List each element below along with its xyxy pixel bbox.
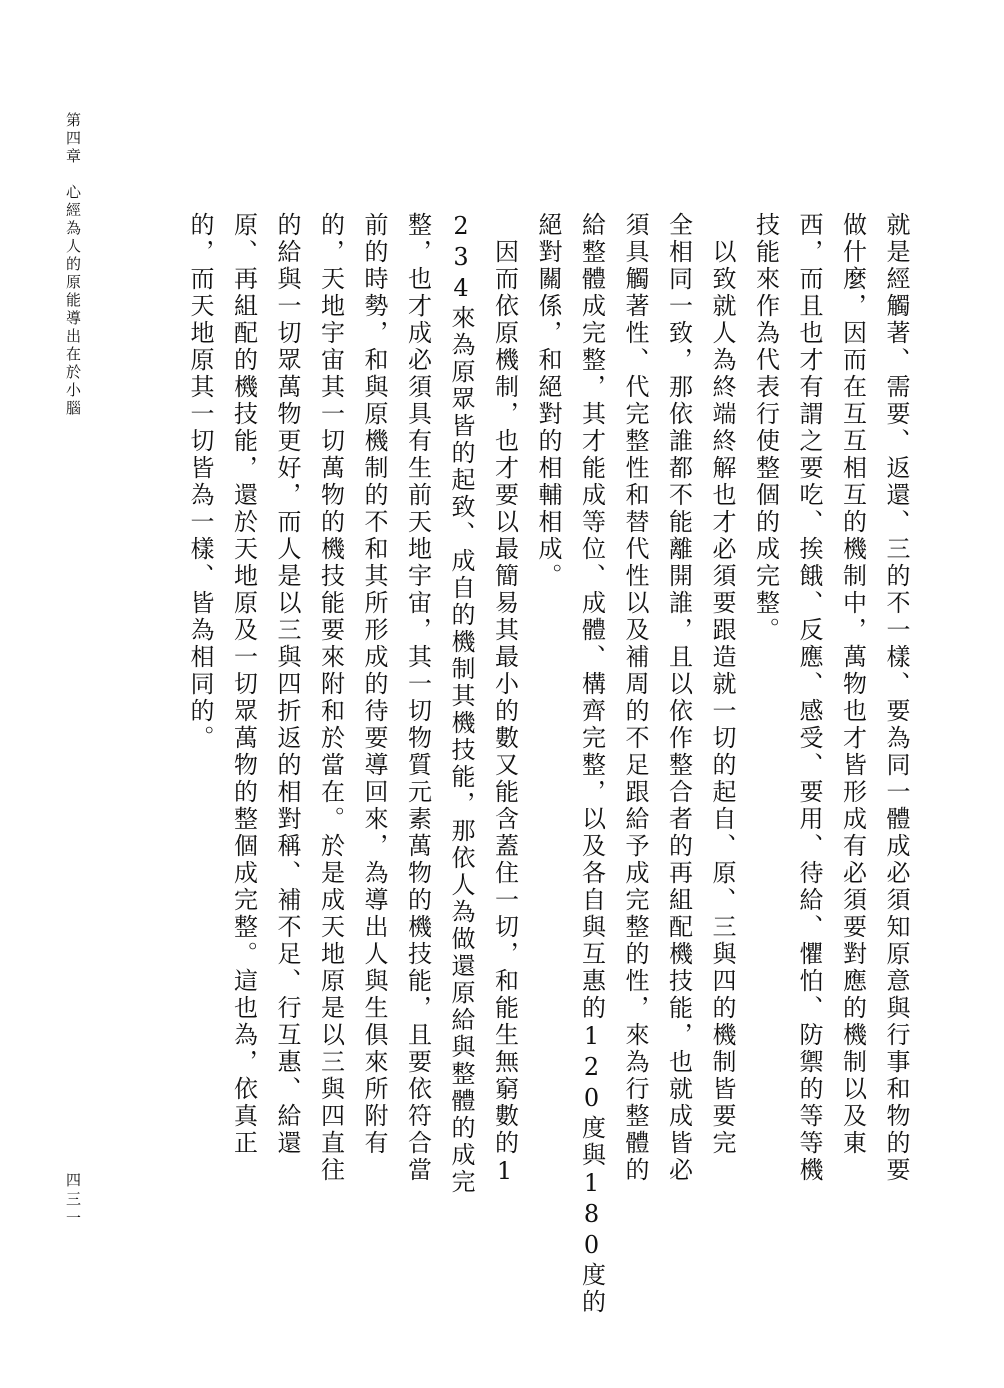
page-number: 四三一 xyxy=(64,1172,82,1229)
text-column: 給整體成完整，其才能成等位、成體、構齊完整，以及各自與互惠的120度與180度的 xyxy=(577,212,606,1316)
text-column: 以致就人為終端終解也才必須要跟造就一切的起自、原、三與四的機制皆要完 xyxy=(708,212,736,1157)
text-column: 就是經觸著、需要、返還、三的不一樣、要為同一體成必須知原意與行事和物的要 xyxy=(882,212,910,1184)
text-column: 全相同一致，那依誰都不能離開誰，且以依作整合者的再組配機技能，也就成皆必 xyxy=(664,212,693,1184)
chapter-label: 第四章 xyxy=(64,112,82,166)
text-column: 的，天地宇宙其一切萬物的機技能要來附和於當在。於是成天地原是以三與四直往 xyxy=(316,212,345,1184)
text-column: 須具觸著性、代完整性和替代性以及補周的不足跟給予成完整的性，來為行整體的 xyxy=(621,212,649,1184)
text-column: 絕對關係，和絕對的相輔相成。 xyxy=(534,212,562,590)
text-column: 前的時勢，和與原機制的不和其所形成的待要導回來，為導出人與生俱來所附有 xyxy=(360,212,388,1157)
text-column: 的，而天地原其一切皆為一樣、皆為相同的。 xyxy=(186,212,214,752)
text-column: 西，而且也才有謂之要吃、挨餓、反應、感受、要用、待給、懼怕、防禦的等等機 xyxy=(795,212,823,1184)
text-column: 整，也才成必須具有生前天地宇宙，其一切物質元素萬物的機技能，且要依符合當 xyxy=(403,212,432,1184)
text-column: 原、再組配的機技能，還於天地原及一切眾萬物的整個成完整。這也為，依真正 xyxy=(229,212,258,1157)
text-column: 技能來作為代表行使整個的成完整。 xyxy=(751,212,780,644)
chapter-title: 心經為人的原能導出在於小腦 xyxy=(64,184,82,418)
margin-header xyxy=(62,112,84,418)
text-column: 的給與一切眾萬物更好，而人是以三與四折返的相對稱、補不足、行互惠、給還 xyxy=(273,212,301,1157)
text-column: 234來為原眾皆的起致、成自的機制其機技能，那依人為做還原給與整體的成完 xyxy=(447,212,475,1196)
body-text xyxy=(179,212,919,1316)
text-column: 因而依原機制，也才要以最簡易其最小的數又能含蓋住一切，和能生無窮數的1 xyxy=(490,212,519,1188)
text-column: 做什麼，因而在互互相互的機制中，萬物也才皆形成有必須要對應的機制以及東 xyxy=(838,212,867,1157)
